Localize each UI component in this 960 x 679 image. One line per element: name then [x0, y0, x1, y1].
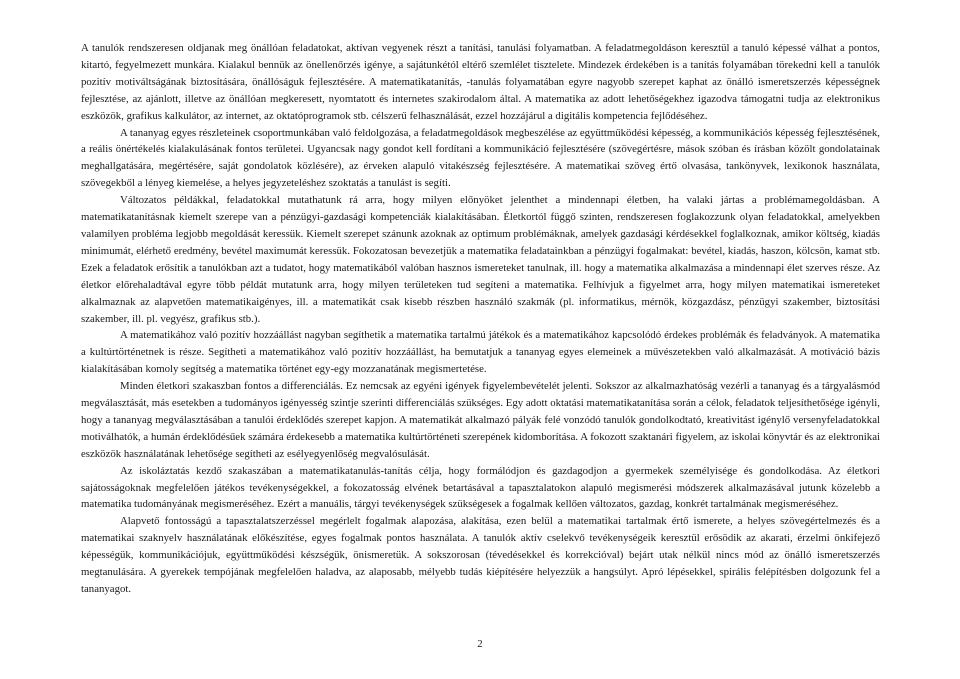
paragraph-6: Az iskoláztatás kezdő szakaszában a matematikatanulás-tanítás célja, hogy formálódjon és gazdagodjon a gyermekek személyisége és gondolkodása. Az életkori sajátosságoknak megfelelően játékos tevékenységekkel, a fokozatosság elvének betartásával a tapasztalatokon alapuló megismerési módszerek alkalmazásával jutunk közelebb a matematika tudományának megismeréséhez. Ezért a manuális, tárgyi tevékenységek szükségesek a fogalmak kellően változatos, gazdag, konkrét tartalmának megismeréséhez. [81, 464, 880, 511]
document-body [81, 40, 880, 598]
paragraph-7: Alapvető fontosságú a tapasztalatszerzéssel megérlelt fogalmak alapozása, alakítása, ezen belül a matematikai tartalmak értő ismerete, a helyes szövegértelmezés és a matematikai szaknyelv használatának előkészítése, egyes fogalmak pontos használata. A tanulók aktív cselekvő tevékenységeik keresztül erősödik az akarati, érzelmi önkifejező képességük, kommunikációjuk, együttműködési készségük, önismeretük. A sokszorosan (tévedésekkel és korrekcióval) bejárt utak nélkül nincs mód az önálló ismeretszerzés megtanulására. A gyerekek tempójának megfelelően haladva, az alaposabb, mélyebb tudás kiépítésére helyezzük a hangsúlyt. Apró lépésekkel, spirális felépítésben dolgozunk fel a tananyagot. [81, 515, 880, 595]
paragraph-4: A matematikához való pozitív hozzáállást nagyban segíthetik a matematika tartalmú játékok és a matematikához kapcsolódó érdekes problémák és feladványok. A matematika a kultúrtörténetnek is része. Segítheti a matematikához való pozitív hozzáállást, ha bemutatjuk a tananyag egyes elemeinek a művészetekben való alkalmazását. A motiváció bázis kialakításában komoly segítség a matematika történet egy-egy mozzanatának megismertetése. [81, 329, 880, 376]
paragraph-3: Változatos példákkal, feladatokkal mutathatunk rá arra, hogy milyen előnyöket jelenthet a mindennapi életben, ha valaki jártas a problémamegoldásban. A matematikatanításnak kiemelt szerepe van a pénzügyi-gazdasági kompetenciák kialakításában. Életkortól függő szinten, rendszeresen foglakozzunk olyan feladatokkal, amelyekben valamilyen probléma legjobb megoldását keressük. Kiemelt szerepet szánunk azoknak az optimum problémáknak, amelyek gazdasági kérdésekkel foglalkoznak, amikor költség, kiadás minimumát, elérhető eredmény, bevétel maximumát keressük. Fokozatosan bevezetjük a matematika feladatainkban a pénzügyi fogalmakat: bevétel, kiadás, haszon, kölcsön, kamat stb. Ezek a feladatok erősítik a tanulókban azt a tudatot, hogy matematikából valóban hasznos ismereteket tanulnak, ill. hogy a matematika alkalmazása a mindennapi élet szerves része. Az életkor előrehaladtával egyre több példát mutatunk arra, hogy milyen területeken tud segíteni a matematika. Felhívjuk a figyelmet arra, hogy milyen matematikai ismereteket alkalmaznak az alapvetően matematikaigényes, ill. a matematikát csak kisebb részben használó szakmák (pl. informatikus, mérnök, közgazdász, pénzügyi szakember, biztosítási szakember, ill. pl. vegyész, grafikus stb.). [81, 194, 880, 325]
paragraph-1: A tanulók rendszeresen oldjanak meg önállóan feladatokat, aktívan vegyenek részt a tanítási, tanulási folyamatban. A feladatmegoldáson keresztül a tanuló képessé válhat a pontos, kitartó, fegyelmezett munkára. Kialakul bennük az önellenőrzés igénye, a sajátunkétól eltérő szemlélet tisztelete. Mindezek érdekében is a tanítás folyamában törekedni kell a tanulók pozitív motiváltságának biztosítására, önállóságuk fejlesztésére. A matematikatanítás, -tanulás folyamatában egyre nagyobb szerepet kaphat az önálló ismeretszerzés képességnek fejlesztése, az ajánlott, illetve az önállóan megkeresett, nyomtatott és internetes szakirodalom által. A matematika az adott lehetőségekhez igazodva támogatni tudja az elektronikus eszközök, grafikus kalkulátor, az internet, az oktatóprogramok stb. célszerű felhasználását, ezzel hozzájárul a digitális kompetencia fejlődéséhez. [81, 42, 880, 122]
paragraph-2: A tananyag egyes részleteinek csoportmunkában való feldolgozása, a feladatmegoldások megbeszélése az együttműködési képesség, a kommunikációs képesség fejlesztésének, a reális önértékelés kialakulásának fontos területei. Ugyancsak nagy gondot kell fordítani a kommunikáció fejlesztésére (szövegértésre, mások szóban és írásban közölt gondolatainak meghallgatására, megértésére, saját gondolatok közlésére), az érveken alapuló vitakészség fejlesztésére. A matematikai szöveg értő olvasása, tankönyvek, lexikonok használata, szövegekből a lényeg kiemelése, a helyes jegyzeteléshez szoktatás a tanulást is segíti. [81, 126, 881, 190]
page-number: 2 [477, 638, 483, 650]
paragraph-5: Minden életkori szakaszban fontos a differenciálás. Ez nemcsak az egyéni igények figyelembevételét jelenti. Sokszor az alkalmazhatóság vezérli a tananyag és a tárgyalásmód megválasztását, más esetekben a tudományos igényesség szintje szerinti differenciálás szükséges. Egy adott oktatási matematikatanítása során a célok, feladatok teljesíthetősége igényli, hogy a tananyag megválasztásában a tanulói érdeklődés szerepet kapjon. A matematikát alkalmazó pályák felé vonzódó tanulók gondolkodtató, kreativitást igénylő versenyfeladatokkal motiválhatók, a humán érdeklődésűek számára érdekesebb a matematika kultúrtörténeti szerepének kidomborítása. A fokozott szaktanári figyelem, az iskolai könyvtár és az elektronikai eszközök használatának lehetősége segítheti az esélyegyenlőség megvalósulását. [81, 380, 880, 460]
